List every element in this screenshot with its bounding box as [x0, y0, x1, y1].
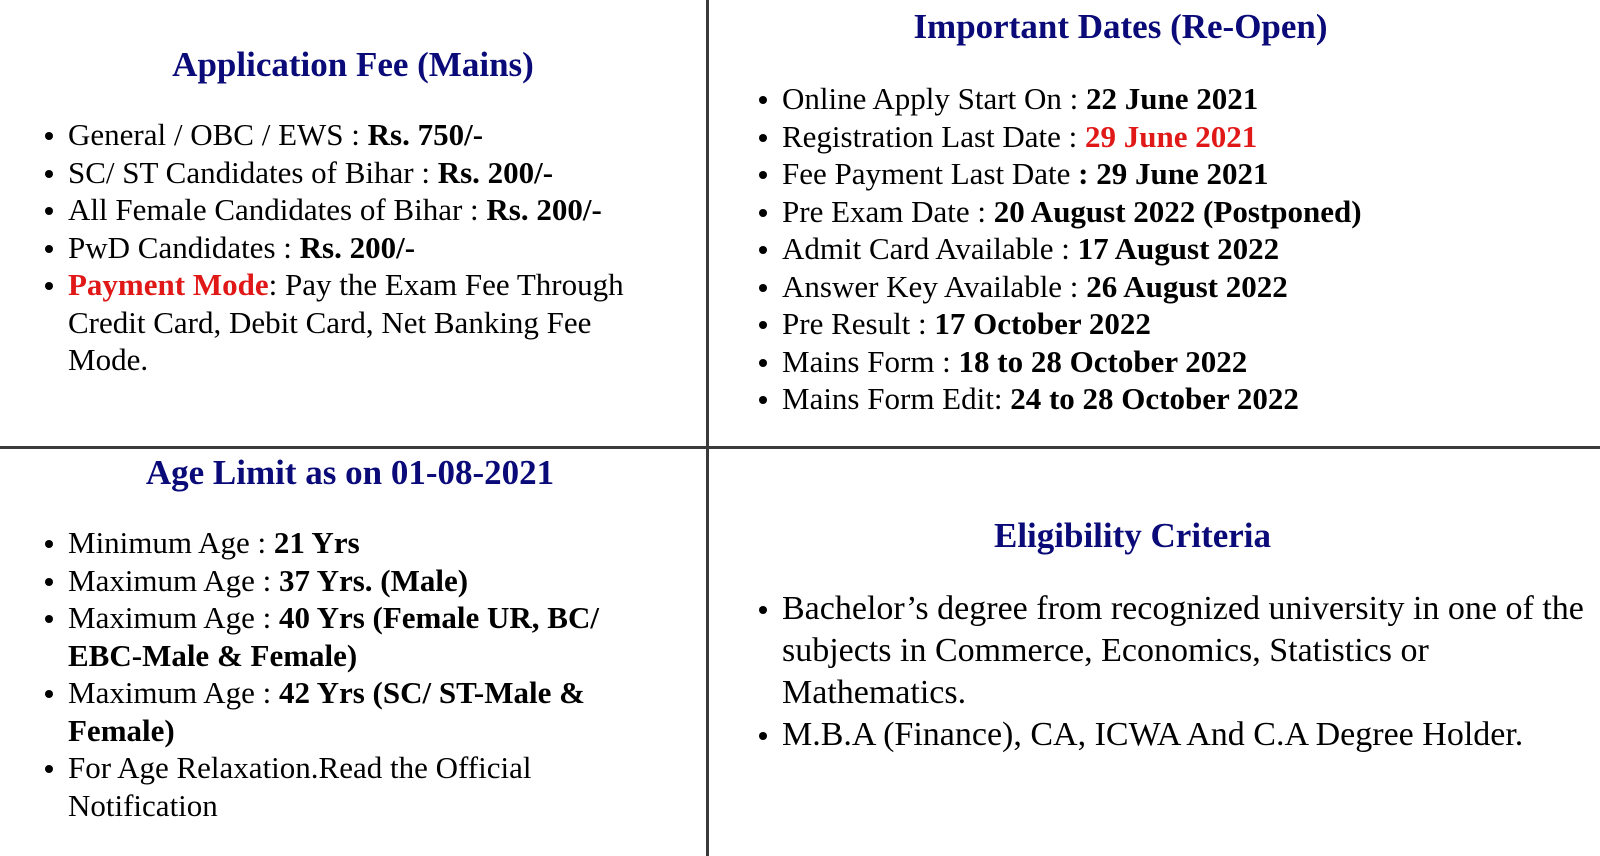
fee-item: PwD Candidates : Rs. 200/-: [68, 229, 668, 267]
fee-item: SC/ ST Candidates of Bihar : Rs. 200/-: [68, 154, 668, 192]
eligibility-list: [782, 588, 1594, 756]
age-item: Minimum Age : 21 Yrs: [68, 524, 668, 562]
age-limit-list: [68, 524, 668, 824]
important-dates-cell: [709, 0, 1600, 446]
important-dates-title: Important Dates (Re-Open): [913, 7, 1328, 46]
application-fee-cell: [0, 0, 706, 446]
date-item: Registration Last Date : 29 June 2021: [782, 118, 1592, 156]
date-item: Mains Form : 18 to 28 October 2022: [782, 343, 1592, 381]
eligibility-cell: [709, 449, 1600, 856]
age-item: Maximum Age : 37 Yrs. (Male): [68, 562, 668, 600]
date-item: Pre Exam Date : 20 August 2022 (Postponed): [782, 193, 1592, 231]
date-item: Fee Payment Last Date : 29 June 2021: [782, 155, 1592, 193]
age-item: Maximum Age : 40 Yrs (Female UR, BC/ EBC-Male & Female): [68, 599, 668, 674]
date-item: Mains Form Edit: 24 to 28 October 2022: [782, 380, 1592, 418]
eligibility-item: Bachelor’s degree from recognized university in one of the subjects in Commerce, Economics, Statistics or Mathematics.: [782, 588, 1594, 714]
eligibility-title: Eligibility Criteria: [993, 516, 1272, 555]
payment-mode-label: Payment Mode: [68, 267, 269, 302]
important-dates-list: [782, 80, 1592, 418]
date-item: Pre Result : 17 October 2022: [782, 305, 1592, 343]
application-fee-list: [68, 116, 668, 379]
fee-item: All Female Candidates of Bihar : Rs. 200/-: [68, 191, 668, 229]
date-item: Answer Key Available : 26 August 2022: [782, 268, 1592, 306]
age-item: Maximum Age : 42 Yrs (SC/ ST-Male & Female): [68, 674, 668, 749]
eligibility-item: M.B.A (Finance), CA, ICWA And C.A Degree Holder.: [782, 714, 1594, 756]
date-item: Admit Card Available : 17 August 2022: [782, 230, 1592, 268]
fee-item: General / OBC / EWS : Rs. 750/-: [68, 116, 668, 154]
age-limit-cell: [0, 449, 706, 856]
payment-mode-item: Payment Mode: Pay the Exam Fee Through Credit Card, Debit Card, Net Banking Fee Mode.: [68, 266, 668, 379]
age-relaxation-note: For Age Relaxation.Read the Official Notification: [68, 749, 668, 824]
age-limit-title: Age Limit as on 01-08-2021: [145, 453, 555, 492]
application-fee-title: Application Fee (Mains): [172, 45, 534, 84]
date-item: Online Apply Start On : 22 June 2021: [782, 80, 1592, 118]
